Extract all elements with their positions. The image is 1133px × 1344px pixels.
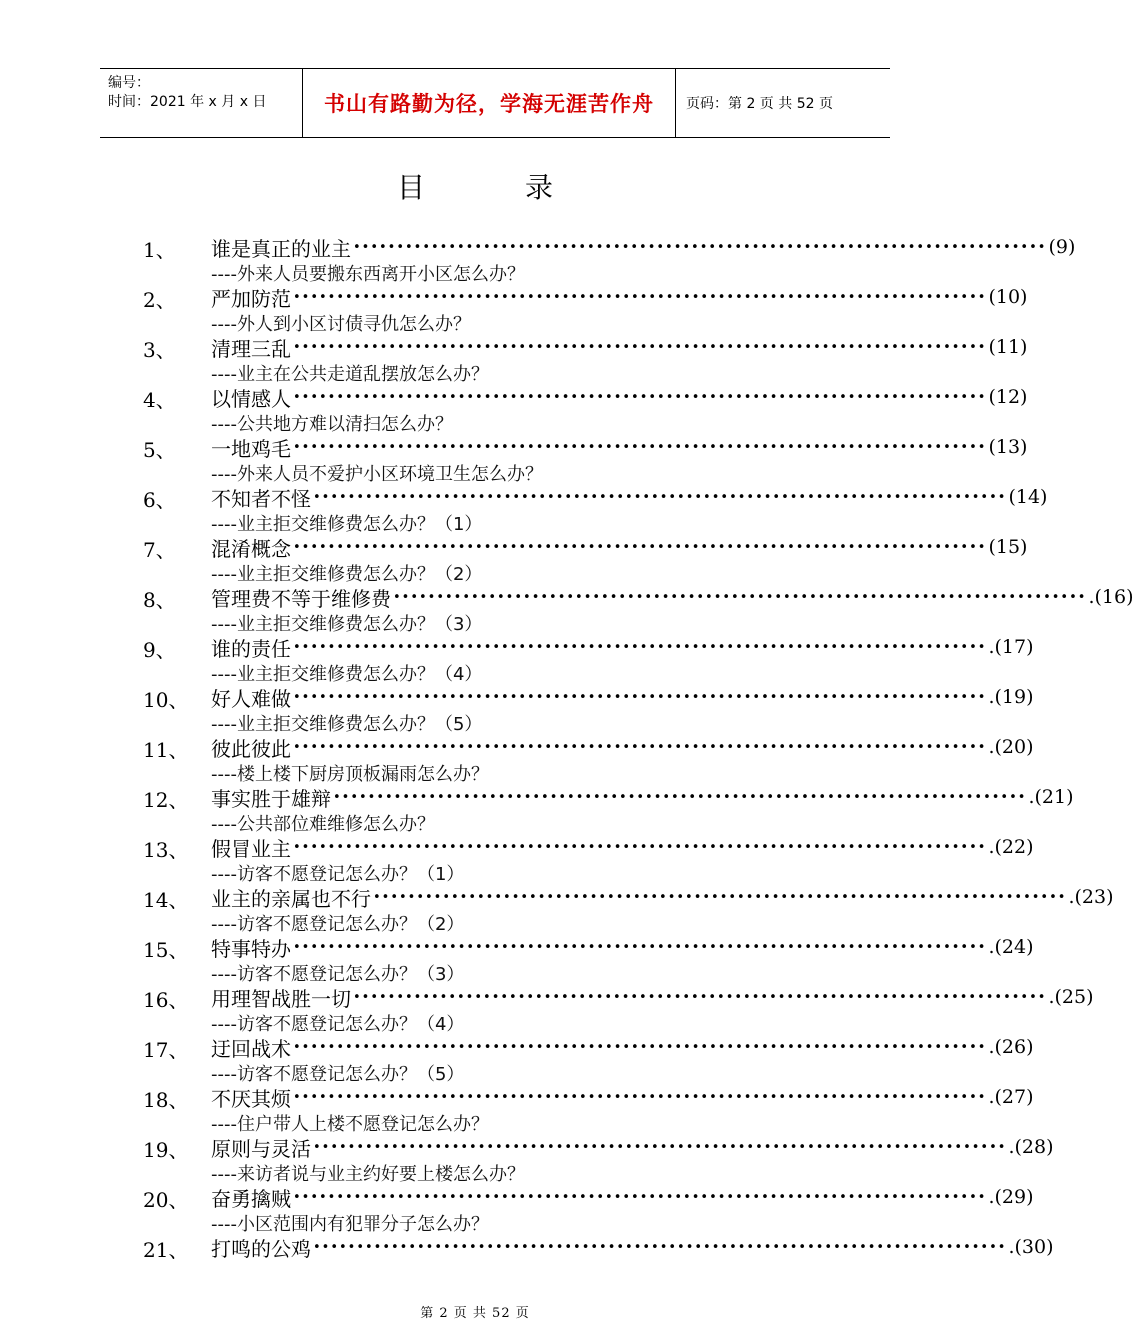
entry-title: 不厌其烦 [211, 1086, 291, 1111]
entry-number: 18、 [143, 1088, 189, 1112]
entry-title: 原则与灵活 [211, 1136, 311, 1161]
entry-subtitle: ----来访者说与业主约好要上楼怎么办？ [211, 1164, 525, 1185]
toc-entry[interactable] [0, 682, 1034, 735]
entry-subtitle: ----访客不愿登记怎么办？（2） [211, 914, 465, 935]
dot-leader: •••••••••••••••••••••••••••••••••••••••••••••••••••••••••••••••••••••••••••••••• [293, 390, 987, 405]
entry-title: 彼此彼此 [211, 736, 291, 761]
entry-subtitle: ----访客不愿登记怎么办？（5） [211, 1064, 465, 1085]
entry-page: .(28) [1008, 1136, 1054, 1158]
entry-title: 用理智战胜一切 [211, 986, 351, 1011]
page-title: 目录 [396, 171, 653, 204]
entry-page: (11) [988, 336, 1028, 358]
dot-leader: •••••••••••••••••••••••••••••••••••••••••••••••••••••••••••••••••••••••••••••••• [293, 1190, 987, 1205]
dot-leader: •••••••••••••••••••••••••••••••••••••••••••••••••••••••••••••••••••••••••••••••• [313, 1240, 1007, 1255]
entry-number: 7、 [143, 538, 176, 562]
entry-page: (14) [1008, 486, 1048, 508]
entry-line [211, 984, 1094, 1011]
entry-line [211, 534, 1028, 561]
entry-page: (12) [988, 386, 1028, 408]
entry-line [211, 1034, 1034, 1061]
entry-page: (9) [1048, 236, 1076, 258]
entry-page: (15) [988, 536, 1028, 558]
entry-page: .(16) [1088, 586, 1133, 608]
entry-title: 严加防范 [211, 286, 291, 311]
entry-number: 14、 [143, 888, 189, 912]
toc-entry[interactable] [0, 432, 1028, 485]
toc-entry[interactable] [0, 282, 1028, 335]
entry-number: 1、 [143, 238, 176, 262]
entry-subtitle: ----小区范围内有犯罪分子怎么办？ [211, 1214, 489, 1235]
toc-entry[interactable] [0, 1132, 1054, 1185]
dot-leader: •••••••••••••••••••••••••••••••••••••••••••••••••••••••••••••••••••••••••••••••• [293, 1040, 987, 1055]
entry-subtitle: ----公共部位难维修怎么办？ [211, 814, 435, 835]
entry-number: 2、 [143, 288, 176, 312]
toc-entry[interactable] [0, 532, 1028, 585]
dot-leader: •••••••••••••••••••••••••••••••••••••••••••••••••••••••••••••••••••••••••••••••• [293, 540, 987, 555]
entry-subtitle: ----业主拒交维修费怎么办？（1） [211, 514, 483, 535]
toc-entry[interactable] [0, 732, 1034, 785]
dot-leader: •••••••••••••••••••••••••••••••••••••••••••••••••••••••••••••••••••••••••••••••• [313, 490, 1007, 505]
toc-entry[interactable] [0, 982, 1094, 1035]
time-label: 时间：2021 年 x 月 x 日 [108, 94, 267, 110]
entry-page: .(30) [1008, 1236, 1054, 1258]
entry-number: 19、 [143, 1138, 189, 1162]
entry-title: 好人难做 [211, 686, 291, 711]
entry-line [211, 234, 1076, 261]
toc-entry[interactable] [0, 932, 1034, 985]
entry-number: 12、 [143, 788, 189, 812]
entry-line [211, 934, 1034, 961]
toc-entry[interactable] [0, 882, 1114, 935]
entry-line [211, 734, 1034, 761]
toc-entry[interactable] [0, 232, 1076, 285]
dot-leader: •••••••••••••••••••••••••••••••••••••••••••••••••••••••••••••••••••••••••••••••• [293, 340, 987, 355]
entry-page: .(29) [988, 1186, 1034, 1208]
entry-page: .(26) [988, 1036, 1034, 1058]
header-motto: 书山有路勤为径，学海无涯苦作舟 [302, 69, 676, 137]
entry-subtitle: ----公共地方难以清扫怎么办？ [211, 414, 453, 435]
entry-subtitle: ----业主拒交维修费怎么办？（5） [211, 714, 483, 735]
dot-leader: •••••••••••••••••••••••••••••••••••••••••••••••••••••••••••••••••••••••••••••••• [353, 990, 1047, 1005]
entry-page: (10) [988, 286, 1028, 308]
dot-leader: •••••••••••••••••••••••••••••••••••••••••••••••••••••••••••••••••••••••••••••••• [393, 590, 1087, 605]
dot-leader: •••••••••••••••••••••••••••••••••••••••••••••••••••••••••••••••••••••••••••••••• [353, 240, 1047, 255]
entry-line [211, 334, 1028, 361]
dot-leader: •••••••••••••••••••••••••••••••••••••••••••••••••••••••••••••••••••••••••••••••• [293, 840, 987, 855]
toc-entry[interactable] [0, 1032, 1034, 1085]
header-page-info: 页码：第 2 页 共 52 页 [686, 96, 833, 112]
dot-leader: •••••••••••••••••••••••••••••••••••••••••••••••••••••••••••••••••••••••••••••••• [293, 940, 987, 955]
entry-title: 以情感人 [211, 386, 291, 411]
dot-leader: •••••••••••••••••••••••••••••••••••••••••••••••••••••••••••••••••••••••••••••••• [293, 690, 987, 705]
entry-subtitle: ----外人到小区讨债寻仇怎么办？ [211, 314, 471, 335]
entry-title: 管理费不等于维修费 [211, 586, 391, 611]
entry-line [211, 1184, 1034, 1211]
entry-title: 事实胜于雄辩 [211, 786, 331, 811]
entry-line [211, 634, 1034, 661]
dot-leader: •••••••••••••••••••••••••••••••••••••••••••••••••••••••••••••••••••••••••••••••• [293, 290, 987, 305]
entry-page: .(22) [988, 836, 1034, 858]
toc-entry[interactable] [0, 832, 1034, 885]
dot-leader: •••••••••••••••••••••••••••••••••••••••••••••••••••••••••••••••••••••••••••••••• [293, 440, 987, 455]
entry-title: 业主的亲属也不行 [211, 886, 371, 911]
entry-title: 谁的责任 [211, 636, 291, 661]
toc-entry[interactable] [0, 382, 1028, 435]
entry-page: .(21) [1028, 786, 1074, 808]
entry-line [211, 684, 1034, 711]
entry-line [211, 1084, 1034, 1111]
entry-page: .(25) [1048, 986, 1094, 1008]
entry-line [211, 784, 1074, 811]
entry-line [211, 284, 1028, 311]
entry-subtitle: ----访客不愿登记怎么办？（3） [211, 964, 465, 985]
entry-title: 假冒业主 [211, 836, 291, 861]
toc-entry[interactable] [0, 582, 1133, 635]
entry-number: 15、 [143, 938, 189, 962]
entry-number: 16、 [143, 988, 189, 1012]
toc-entry[interactable] [0, 1182, 1034, 1235]
entry-number: 5、 [143, 438, 176, 462]
page-header [100, 68, 890, 138]
dot-leader: •••••••••••••••••••••••••••••••••••••••••••••••••••••••••••••••••••••••••••••••• [333, 790, 1027, 805]
entry-subtitle: ----业主在公共走道乱摆放怎么办？ [211, 364, 489, 385]
entry-subtitle: ----访客不愿登记怎么办？（1） [211, 864, 465, 885]
entry-title: 谁是真正的业主 [211, 236, 351, 261]
entry-title: 特事特办 [211, 936, 291, 961]
entry-title: 一地鸡毛 [211, 436, 291, 461]
toc-entry[interactable] [0, 1082, 1034, 1135]
entry-number: 8、 [143, 588, 176, 612]
entry-title: 打鸣的公鸡 [211, 1236, 311, 1261]
entry-line [211, 884, 1114, 911]
entry-page: .(24) [988, 936, 1034, 958]
entry-number: 11、 [143, 738, 189, 762]
entry-page: .(20) [988, 736, 1034, 758]
entry-number: 6、 [143, 488, 176, 512]
entry-title: 奋勇擒贼 [211, 1186, 291, 1211]
entry-line [211, 484, 1048, 511]
entry-line [211, 834, 1034, 861]
entry-line [211, 384, 1028, 411]
entry-subtitle: ----楼上楼下厨房顶板漏雨怎么办？ [211, 764, 489, 785]
entry-number: 10、 [143, 688, 189, 712]
toc-entry[interactable] [0, 482, 1048, 535]
entry-subtitle: ----业主拒交维修费怎么办？（4） [211, 664, 483, 685]
entry-subtitle: ----外来人员不爱护小区环境卫生怎么办？ [211, 464, 543, 485]
entry-number: 4、 [143, 388, 176, 412]
page-footer: 第 2 页 共 52 页 [420, 1306, 530, 1321]
code-label: 编号： [108, 75, 150, 91]
dot-leader: •••••••••••••••••••••••••••••••••••••••••••••••••••••••••••••••••••••••••••••••• [293, 740, 987, 755]
dot-leader: •••••••••••••••••••••••••••••••••••••••••••••••••••••••••••••••••••••••••••••••• [293, 640, 987, 655]
entry-subtitle: ----访客不愿登记怎么办？（4） [211, 1014, 465, 1035]
entry-number: 17、 [143, 1038, 189, 1062]
entry-number: 21、 [143, 1238, 189, 1262]
entry-line [211, 1234, 1054, 1261]
entry-page: .(19) [988, 686, 1034, 708]
entry-number: 13、 [143, 838, 189, 862]
toc-entry[interactable] [0, 1232, 1054, 1282]
dot-leader: •••••••••••••••••••••••••••••••••••••••••••••••••••••••••••••••••••••••••••••••• [293, 1090, 987, 1105]
dot-leader: •••••••••••••••••••••••••••••••••••••••••••••••••••••••••••••••••••••••••••••••• [373, 890, 1067, 905]
entry-title: 清理三乱 [211, 336, 291, 361]
entry-line [211, 1134, 1054, 1161]
entry-page: .(23) [1068, 886, 1114, 908]
entry-page: .(17) [988, 636, 1034, 658]
entry-number: 3、 [143, 338, 176, 362]
entry-title: 不知者不怪 [211, 486, 311, 511]
dot-leader: •••••••••••••••••••••••••••••••••••••••••••••••••••••••••••••••••••••••••••••••• [313, 1140, 1007, 1155]
toc-entry[interactable] [0, 332, 1028, 385]
entry-subtitle: ----业主拒交维修费怎么办？（2） [211, 564, 483, 585]
entry-subtitle: ----外来人员要搬东西离开小区怎么办？ [211, 264, 525, 285]
entry-page: (13) [988, 436, 1028, 458]
header-meta [100, 69, 302, 137]
entry-title: 混淆概念 [211, 536, 291, 561]
toc-entry[interactable] [0, 782, 1074, 835]
toc-entry[interactable] [0, 632, 1034, 685]
entry-number: 9、 [143, 638, 176, 662]
entry-number: 20、 [143, 1188, 189, 1212]
entry-subtitle: ----业主拒交维修费怎么办？（3） [211, 614, 483, 635]
entry-subtitle: ----住户带人上楼不愿登记怎么办？ [211, 1114, 489, 1135]
table-of-contents [0, 232, 1133, 1282]
entry-page: .(27) [988, 1086, 1034, 1108]
entry-line [211, 584, 1133, 611]
entry-title: 迂回战术 [211, 1036, 291, 1061]
entry-line [211, 434, 1028, 461]
